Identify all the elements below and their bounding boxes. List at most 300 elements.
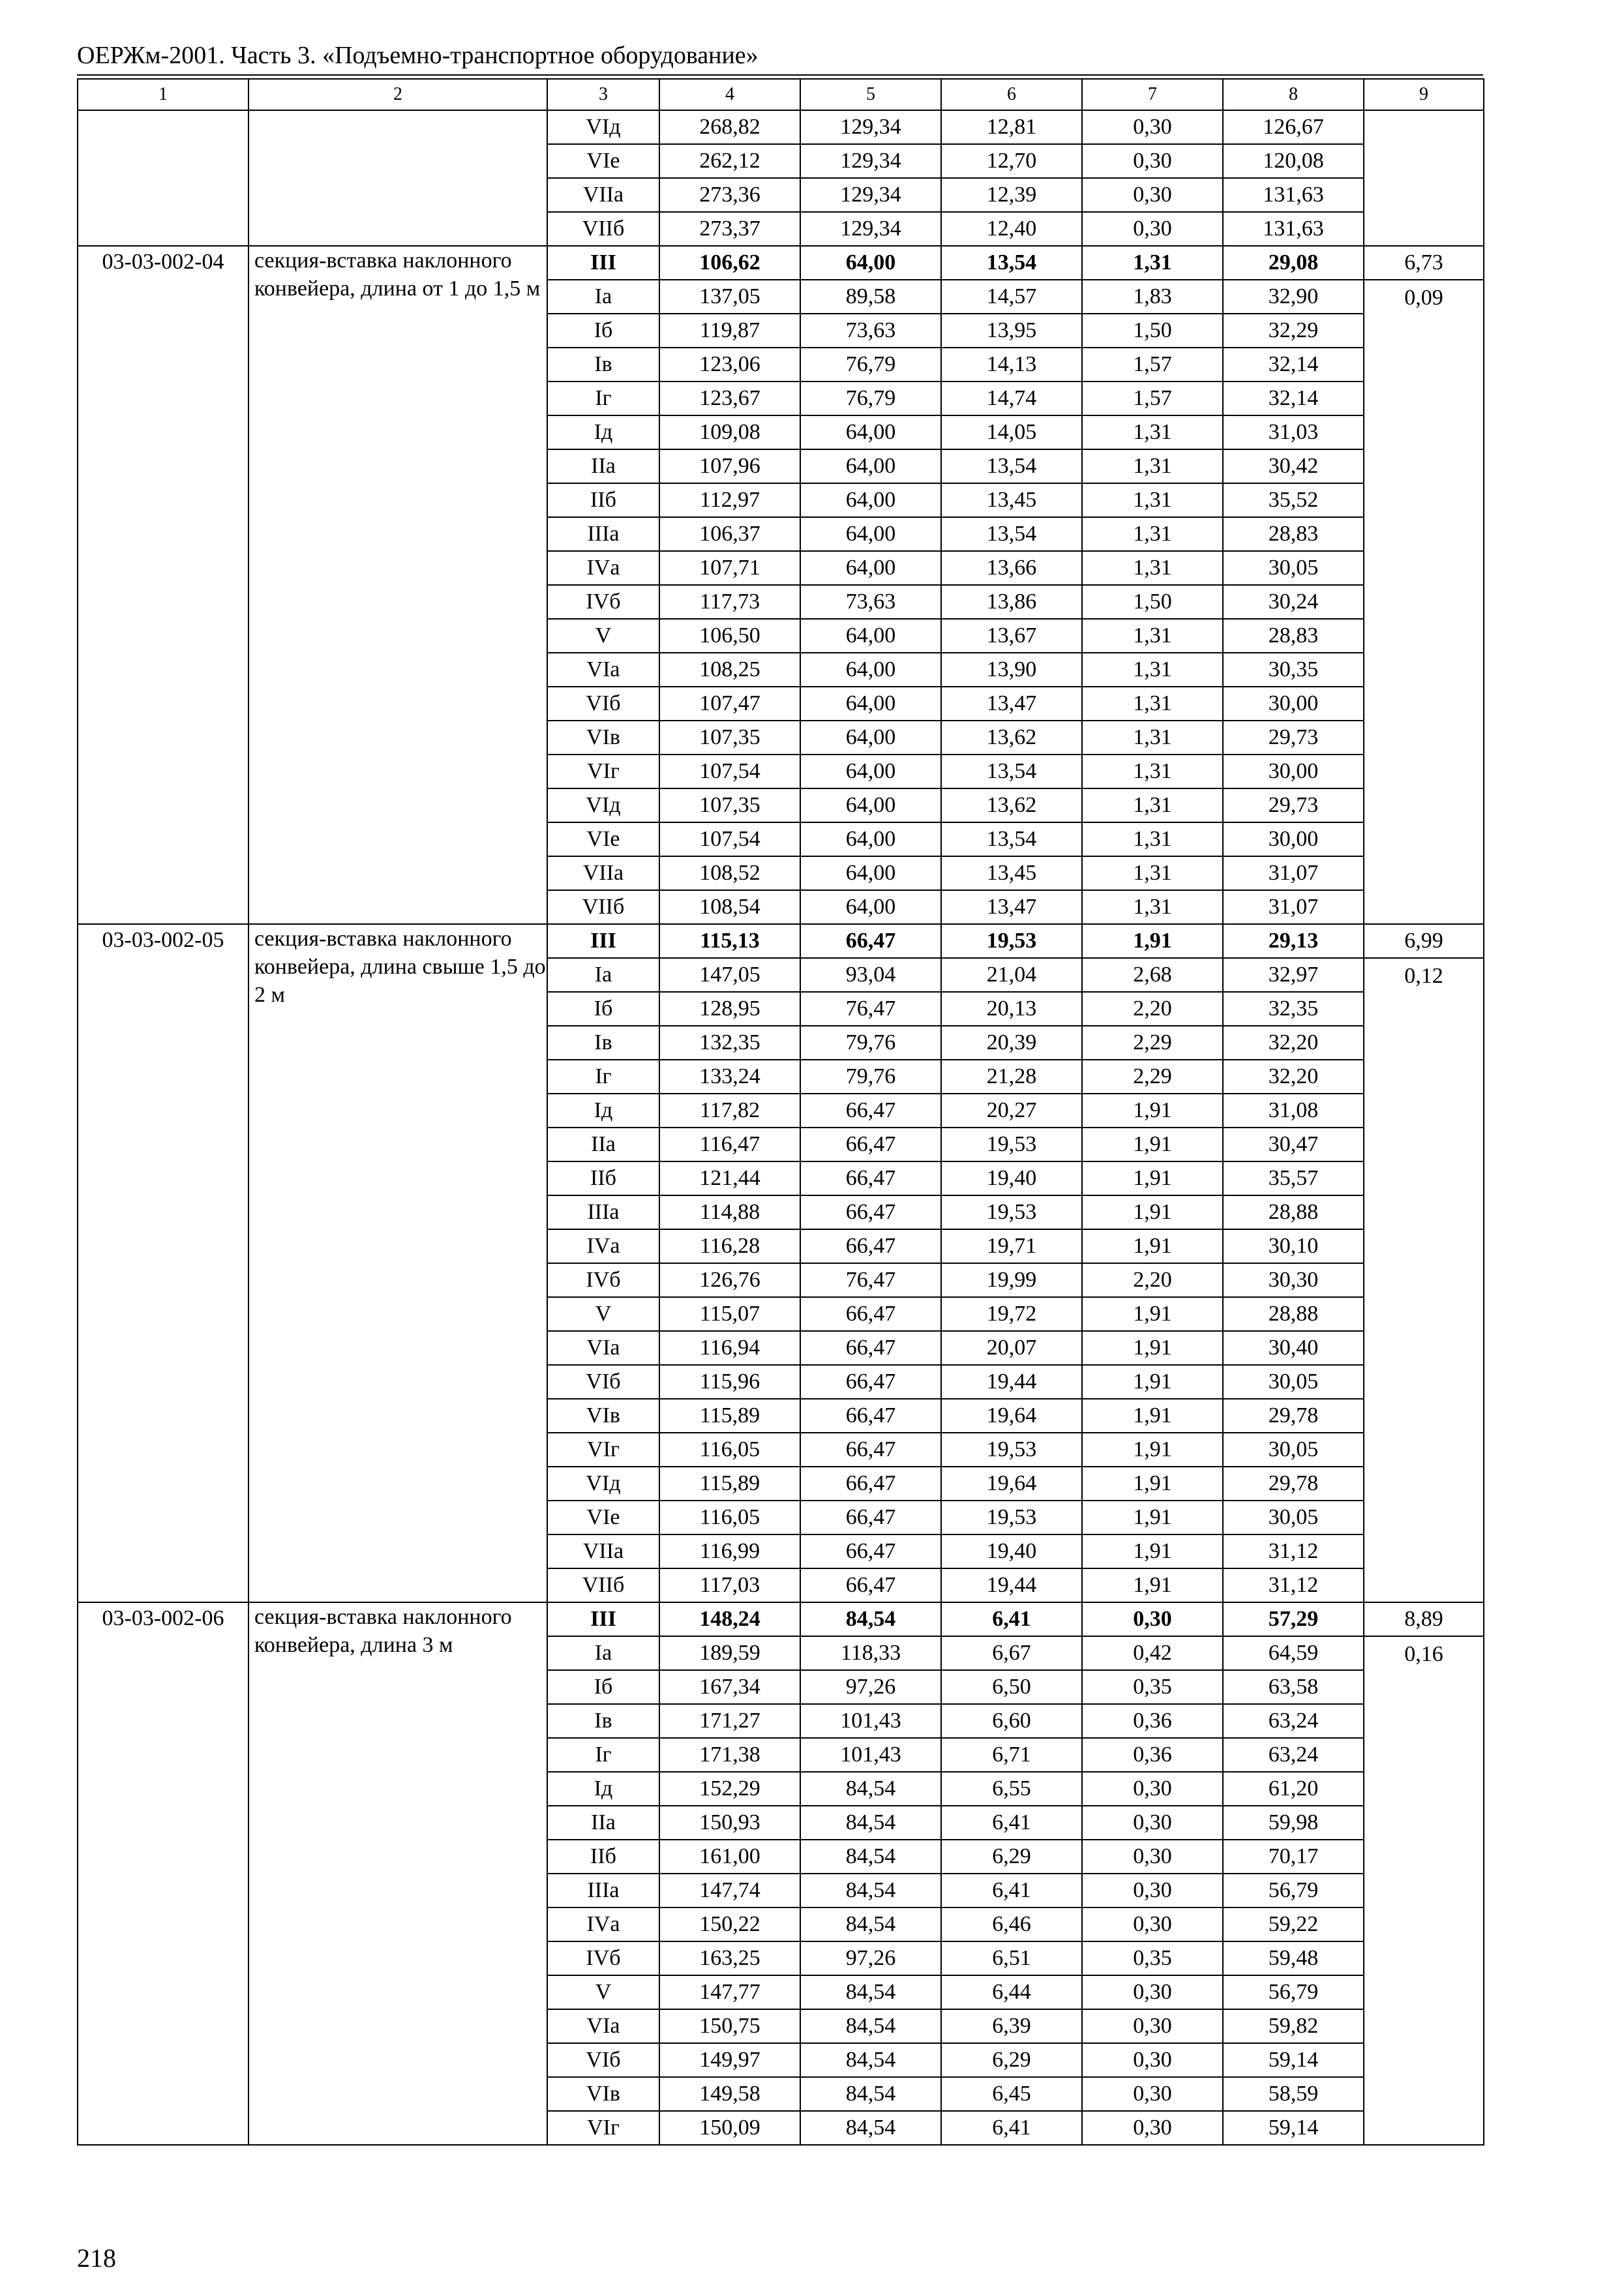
value-cell: 6,45 xyxy=(941,2077,1082,2111)
value-cell: 76,47 xyxy=(800,1263,941,1297)
value-cell: 84,54 xyxy=(800,2043,941,2077)
value-cell: 115,13 xyxy=(659,924,800,958)
value-cell: 13,54 xyxy=(941,822,1082,856)
value-cell: 147,74 xyxy=(659,1874,800,1908)
value-cell: 66,47 xyxy=(800,1229,941,1263)
value-cell: 1,31 xyxy=(1082,619,1223,653)
value-cell: 59,22 xyxy=(1223,1908,1364,1941)
value-cell: 70,17 xyxy=(1223,1840,1364,1874)
value-cell: 0,30 xyxy=(1082,1806,1223,1840)
value-cell: 84,54 xyxy=(800,1840,941,1874)
value-cell: 2,29 xyxy=(1082,1060,1223,1094)
zone-cell: VIIа xyxy=(547,1534,659,1568)
code-cell xyxy=(78,110,248,246)
value-cell: 2,29 xyxy=(1082,1026,1223,1060)
value-cell: 84,54 xyxy=(800,1908,941,1941)
zone-cell: Iг xyxy=(547,382,659,415)
zone-cell: Iв xyxy=(547,1026,659,1060)
value-cell: 1,57 xyxy=(1082,382,1223,415)
zone-cell: Iд xyxy=(547,1094,659,1128)
value-cell: 14,74 xyxy=(941,382,1082,415)
column-number-cell: 5 xyxy=(800,79,941,110)
value-cell: 132,35 xyxy=(659,1026,800,1060)
value-cell: 30,24 xyxy=(1223,585,1364,619)
value-cell: 1,91 xyxy=(1082,1365,1223,1399)
value-cell: 1,91 xyxy=(1082,1399,1223,1433)
table-row xyxy=(78,924,1484,958)
value-cell: 0,30 xyxy=(1082,2043,1223,2077)
zone-cell: VIе xyxy=(547,822,659,856)
zone-cell: VIв xyxy=(547,2077,659,2111)
value-cell: 2,20 xyxy=(1082,1263,1223,1297)
zone-cell: VIIа xyxy=(547,856,659,890)
value-cell: 1,31 xyxy=(1082,415,1223,449)
item-name: секция-вставка наклонного конвейера, длина от 1 до 1,5 м xyxy=(248,246,547,924)
value-cell: 19,53 xyxy=(941,1501,1082,1534)
value-cell: 1,31 xyxy=(1082,721,1223,755)
value-cell: 1,91 xyxy=(1082,1161,1223,1195)
zone-cell: VIIб xyxy=(547,212,659,246)
value-cell: 1,31 xyxy=(1082,788,1223,822)
value-cell: 128,95 xyxy=(659,992,800,1026)
value-cell: 6,50 xyxy=(941,1670,1082,1704)
value-cell: 1,83 xyxy=(1082,280,1223,314)
value-cell: 14,13 xyxy=(941,348,1082,382)
value-cell: 13,47 xyxy=(941,890,1082,924)
zone-cell: Iд xyxy=(547,415,659,449)
value-cell: 97,26 xyxy=(800,1941,941,1975)
value-cell: 6,71 xyxy=(941,1738,1082,1772)
value-cell: 66,47 xyxy=(800,1128,941,1161)
value-cell: 84,54 xyxy=(800,2111,941,2145)
value-cell: 28,88 xyxy=(1223,1195,1364,1229)
value-cell: 115,89 xyxy=(659,1399,800,1433)
value-cell: 107,71 xyxy=(659,551,800,585)
value-cell: 84,54 xyxy=(800,1806,941,1840)
value-cell: 84,54 xyxy=(800,2077,941,2111)
value-cell: 30,00 xyxy=(1223,822,1364,856)
value-cell: 32,20 xyxy=(1223,1026,1364,1060)
value-cell: 115,89 xyxy=(659,1467,800,1501)
value-cell: 13,54 xyxy=(941,517,1082,551)
value-cell: 56,79 xyxy=(1223,1874,1364,1908)
value-cell: 97,26 xyxy=(800,1670,941,1704)
value-cell: 12,40 xyxy=(941,212,1082,246)
value-cell: 64,00 xyxy=(800,517,941,551)
value-cell: 79,76 xyxy=(800,1026,941,1060)
value-cell: 31,12 xyxy=(1223,1568,1364,1602)
value-cell: 64,00 xyxy=(800,890,941,924)
column-number-cell: 4 xyxy=(659,79,800,110)
zone-cell: VIIб xyxy=(547,890,659,924)
value-cell: 30,42 xyxy=(1223,449,1364,483)
value-cell: 30,10 xyxy=(1223,1229,1364,1263)
value-cell: 1,91 xyxy=(1082,1094,1223,1128)
value-cell: 30,00 xyxy=(1223,687,1364,721)
value-cell: 6,46 xyxy=(941,1908,1082,1941)
value-cell: 6,41 xyxy=(941,1806,1082,1840)
value-cell: 66,47 xyxy=(800,1297,941,1331)
zone-cell: IIIа xyxy=(547,517,659,551)
value-cell: 6,29 xyxy=(941,2043,1082,2077)
value-cell: 30,05 xyxy=(1223,1365,1364,1399)
value-cell: 30,30 xyxy=(1223,1263,1364,1297)
col9-value-secondary: 0,09 xyxy=(1364,280,1484,924)
value-cell: 0,30 xyxy=(1082,1908,1223,1941)
value-cell: 59,98 xyxy=(1223,1806,1364,1840)
value-cell: 6,60 xyxy=(941,1704,1082,1738)
value-cell: 0,30 xyxy=(1082,1975,1223,2009)
value-cell: 129,34 xyxy=(800,212,941,246)
value-cell: 66,47 xyxy=(800,1365,941,1399)
value-cell: 73,63 xyxy=(800,314,941,348)
value-cell: 66,47 xyxy=(800,924,941,958)
value-cell: 12,70 xyxy=(941,144,1082,178)
value-cell: 123,06 xyxy=(659,348,800,382)
value-cell: 19,53 xyxy=(941,1195,1082,1229)
value-cell: 29,78 xyxy=(1223,1467,1364,1501)
col9-cell xyxy=(1364,110,1484,246)
value-cell: 1,91 xyxy=(1082,1297,1223,1331)
value-cell: 0,36 xyxy=(1082,1704,1223,1738)
value-cell: 131,63 xyxy=(1223,212,1364,246)
value-cell: 107,54 xyxy=(659,822,800,856)
value-cell: 30,05 xyxy=(1223,1501,1364,1534)
value-cell: 106,62 xyxy=(659,246,800,280)
zone-cell: IVб xyxy=(547,585,659,619)
zone-cell: IVа xyxy=(547,551,659,585)
value-cell: 19,40 xyxy=(941,1534,1082,1568)
value-cell: 115,07 xyxy=(659,1297,800,1331)
value-cell: 79,76 xyxy=(800,1060,941,1094)
value-cell: 28,83 xyxy=(1223,619,1364,653)
value-cell: 1,91 xyxy=(1082,1195,1223,1229)
value-cell: 171,38 xyxy=(659,1738,800,1772)
value-cell: 63,24 xyxy=(1223,1704,1364,1738)
value-cell: 262,12 xyxy=(659,144,800,178)
value-cell: 189,59 xyxy=(659,1636,800,1670)
value-cell: 13,54 xyxy=(941,755,1082,788)
value-cell: 1,91 xyxy=(1082,1128,1223,1161)
zone-cell: V xyxy=(547,1975,659,2009)
value-cell: 64,00 xyxy=(800,483,941,517)
value-cell: 120,08 xyxy=(1223,144,1364,178)
value-cell: 1,91 xyxy=(1082,1331,1223,1365)
value-cell: 107,54 xyxy=(659,755,800,788)
value-cell: 31,07 xyxy=(1223,856,1364,890)
value-cell: 147,77 xyxy=(659,1975,800,2009)
value-cell: 126,67 xyxy=(1223,110,1364,144)
column-number-row xyxy=(78,79,1484,110)
value-cell: 0,35 xyxy=(1082,1670,1223,1704)
value-cell: 268,82 xyxy=(659,110,800,144)
zone-cell: Iб xyxy=(547,992,659,1026)
zone-cell: Iд xyxy=(547,1772,659,1806)
value-cell: 63,58 xyxy=(1223,1670,1364,1704)
value-cell: 12,39 xyxy=(941,178,1082,212)
value-cell: 109,08 xyxy=(659,415,800,449)
zone-cell: IIб xyxy=(547,483,659,517)
rates-table xyxy=(77,78,1484,2146)
zone-cell: VIе xyxy=(547,1501,659,1534)
value-cell: 64,00 xyxy=(800,788,941,822)
value-cell: 19,71 xyxy=(941,1229,1082,1263)
value-cell: 59,14 xyxy=(1223,2043,1364,2077)
value-cell: 13,66 xyxy=(941,551,1082,585)
value-cell: 2,68 xyxy=(1082,958,1223,992)
value-cell: 0,30 xyxy=(1082,1874,1223,1908)
value-cell: 6,41 xyxy=(941,1874,1082,1908)
value-cell: 76,47 xyxy=(800,992,941,1026)
zone-cell: IVа xyxy=(547,1229,659,1263)
zone-cell: Iг xyxy=(547,1738,659,1772)
value-cell: 84,54 xyxy=(800,1874,941,1908)
value-cell: 1,31 xyxy=(1082,890,1223,924)
value-cell: 148,24 xyxy=(659,1602,800,1636)
value-cell: 1,31 xyxy=(1082,246,1223,280)
value-cell: 117,82 xyxy=(659,1094,800,1128)
value-cell: 1,31 xyxy=(1082,822,1223,856)
column-number-cell: 1 xyxy=(78,79,248,110)
zone-cell: IIIа xyxy=(547,1195,659,1229)
value-cell: 273,36 xyxy=(659,178,800,212)
value-cell: 6,67 xyxy=(941,1636,1082,1670)
value-cell: 129,34 xyxy=(800,178,941,212)
value-cell: 19,44 xyxy=(941,1568,1082,1602)
zone-cell: Iб xyxy=(547,1670,659,1704)
value-cell: 58,59 xyxy=(1223,2077,1364,2111)
zone-cell: V xyxy=(547,619,659,653)
value-cell: 13,45 xyxy=(941,856,1082,890)
value-cell: 64,00 xyxy=(800,822,941,856)
value-cell: 13,54 xyxy=(941,449,1082,483)
value-cell: 107,96 xyxy=(659,449,800,483)
value-cell: 30,00 xyxy=(1223,755,1364,788)
zone-cell: VIг xyxy=(547,755,659,788)
value-cell: 1,31 xyxy=(1082,517,1223,551)
zone-cell: VIб xyxy=(547,687,659,721)
table-row xyxy=(78,110,1484,144)
column-number-cell: 2 xyxy=(248,79,547,110)
value-cell: 6,41 xyxy=(941,1602,1082,1636)
value-cell: 31,03 xyxy=(1223,415,1364,449)
value-cell: 107,35 xyxy=(659,788,800,822)
value-cell: 273,37 xyxy=(659,212,800,246)
item-code: 03-03-002-04 xyxy=(78,246,248,924)
value-cell: 29,13 xyxy=(1223,924,1364,958)
value-cell: 119,87 xyxy=(659,314,800,348)
value-cell: 1,91 xyxy=(1082,1501,1223,1534)
value-cell: 32,14 xyxy=(1223,348,1364,382)
value-cell: 106,37 xyxy=(659,517,800,551)
value-cell: 107,47 xyxy=(659,687,800,721)
value-cell: 21,04 xyxy=(941,958,1082,992)
table-row xyxy=(78,1602,1484,1636)
value-cell: 1,31 xyxy=(1082,551,1223,585)
value-cell: 13,62 xyxy=(941,721,1082,755)
value-cell: 161,00 xyxy=(659,1840,800,1874)
zone-cell: VIв xyxy=(547,721,659,755)
value-cell: 64,00 xyxy=(800,415,941,449)
value-cell: 32,35 xyxy=(1223,992,1364,1026)
value-cell: 35,57 xyxy=(1223,1161,1364,1195)
zone-cell: Iа xyxy=(547,958,659,992)
zone-cell: Iа xyxy=(547,1636,659,1670)
value-cell: 6,44 xyxy=(941,1975,1082,2009)
value-cell: 32,97 xyxy=(1223,958,1364,992)
value-cell: 150,75 xyxy=(659,2009,800,2043)
value-cell: 59,48 xyxy=(1223,1941,1364,1975)
value-cell: 13,95 xyxy=(941,314,1082,348)
value-cell: 29,73 xyxy=(1223,721,1364,755)
value-cell: 6,51 xyxy=(941,1941,1082,1975)
zone-cell: VIг xyxy=(547,2111,659,2145)
value-cell: 129,34 xyxy=(800,110,941,144)
value-cell: 1,31 xyxy=(1082,687,1223,721)
column-number-cell: 3 xyxy=(547,79,659,110)
value-cell: 167,34 xyxy=(659,1670,800,1704)
value-cell: 30,35 xyxy=(1223,653,1364,687)
value-cell: 19,64 xyxy=(941,1467,1082,1501)
column-number-cell: 6 xyxy=(941,79,1082,110)
value-cell: 19,44 xyxy=(941,1365,1082,1399)
zone-cell: VIб xyxy=(547,2043,659,2077)
value-cell: 118,33 xyxy=(800,1636,941,1670)
value-cell: 131,63 xyxy=(1223,178,1364,212)
value-cell: 64,00 xyxy=(800,246,941,280)
value-cell: 84,54 xyxy=(800,1602,941,1636)
zone-cell: VIб xyxy=(547,1365,659,1399)
value-cell: 73,63 xyxy=(800,585,941,619)
zone-cell: Iб xyxy=(547,314,659,348)
value-cell: 149,58 xyxy=(659,2077,800,2111)
value-cell: 31,07 xyxy=(1223,890,1364,924)
value-cell: 129,34 xyxy=(800,144,941,178)
item-name: секция-вставка наклонного конвейера, длина свыше 1,5 до 2 м xyxy=(248,924,547,1602)
value-cell: 14,57 xyxy=(941,280,1082,314)
zone-cell: III xyxy=(547,246,659,280)
zone-cell: VIв xyxy=(547,1399,659,1433)
value-cell: 171,27 xyxy=(659,1704,800,1738)
value-cell: 0,30 xyxy=(1082,1840,1223,1874)
value-cell: 30,47 xyxy=(1223,1128,1364,1161)
zone-cell: VIе xyxy=(547,144,659,178)
value-cell: 0,30 xyxy=(1082,212,1223,246)
zone-cell: IVб xyxy=(547,1263,659,1297)
value-cell: 150,93 xyxy=(659,1806,800,1840)
value-cell: 121,44 xyxy=(659,1161,800,1195)
zone-cell: III xyxy=(547,1602,659,1636)
value-cell: 1,31 xyxy=(1082,483,1223,517)
value-cell: 32,90 xyxy=(1223,280,1364,314)
value-cell: 117,73 xyxy=(659,585,800,619)
value-cell: 1,91 xyxy=(1082,1467,1223,1501)
zone-cell: VIд xyxy=(547,1467,659,1501)
value-cell: 116,05 xyxy=(659,1433,800,1467)
value-cell: 1,31 xyxy=(1082,653,1223,687)
value-cell: 108,25 xyxy=(659,653,800,687)
value-cell: 116,05 xyxy=(659,1501,800,1534)
value-cell: 30,40 xyxy=(1223,1331,1364,1365)
value-cell: 6,41 xyxy=(941,2111,1082,2145)
col9-value-main: 8,89 xyxy=(1364,1602,1484,1636)
value-cell: 63,24 xyxy=(1223,1738,1364,1772)
value-cell: 64,00 xyxy=(800,755,941,788)
value-cell: 115,96 xyxy=(659,1365,800,1399)
zone-cell: IIа xyxy=(547,449,659,483)
value-cell: 93,04 xyxy=(800,958,941,992)
value-cell: 101,43 xyxy=(800,1704,941,1738)
value-cell: 66,47 xyxy=(800,1399,941,1433)
value-cell: 150,09 xyxy=(659,2111,800,2145)
value-cell: 1,31 xyxy=(1082,856,1223,890)
col9-value-secondary: 0,12 xyxy=(1364,958,1484,1602)
value-cell: 28,83 xyxy=(1223,517,1364,551)
page-header: ОЕРЖм-2001. Часть 3. «Подъемно-транспортное оборудование» xyxy=(77,42,759,69)
value-cell: 0,35 xyxy=(1082,1941,1223,1975)
value-cell: 137,05 xyxy=(659,280,800,314)
value-cell: 6,39 xyxy=(941,2009,1082,2043)
value-cell: 35,52 xyxy=(1223,483,1364,517)
value-cell: 66,47 xyxy=(800,1195,941,1229)
header-rule xyxy=(77,74,1483,76)
value-cell: 13,86 xyxy=(941,585,1082,619)
value-cell: 2,20 xyxy=(1082,992,1223,1026)
value-cell: 64,00 xyxy=(800,856,941,890)
item-name: секция-вставка наклонного конвейера, длина 3 м xyxy=(248,1602,547,2145)
value-cell: 29,73 xyxy=(1223,788,1364,822)
zone-cell: VIа xyxy=(547,2009,659,2043)
value-cell: 1,31 xyxy=(1082,449,1223,483)
value-cell: 19,53 xyxy=(941,1433,1082,1467)
value-cell: 59,82 xyxy=(1223,2009,1364,2043)
value-cell: 0,30 xyxy=(1082,2111,1223,2145)
value-cell: 0,30 xyxy=(1082,2077,1223,2111)
value-cell: 84,54 xyxy=(800,1772,941,1806)
value-cell: 12,81 xyxy=(941,110,1082,144)
value-cell: 0,30 xyxy=(1082,110,1223,144)
value-cell: 0,30 xyxy=(1082,178,1223,212)
value-cell: 101,43 xyxy=(800,1738,941,1772)
name-cell xyxy=(248,110,547,246)
zone-cell: VIа xyxy=(547,653,659,687)
value-cell: 1,31 xyxy=(1082,755,1223,788)
table-body xyxy=(78,79,1484,2145)
col9-value-main: 6,73 xyxy=(1364,246,1484,280)
value-cell: 117,03 xyxy=(659,1568,800,1602)
column-number-cell: 9 xyxy=(1364,79,1484,110)
value-cell: 133,24 xyxy=(659,1060,800,1094)
value-cell: 14,05 xyxy=(941,415,1082,449)
value-cell: 108,52 xyxy=(659,856,800,890)
zone-cell: V xyxy=(547,1297,659,1331)
zone-cell: Iа xyxy=(547,280,659,314)
value-cell: 116,28 xyxy=(659,1229,800,1263)
value-cell: 59,14 xyxy=(1223,2111,1364,2145)
value-cell: 66,47 xyxy=(800,1568,941,1602)
value-cell: 0,30 xyxy=(1082,1772,1223,1806)
item-code: 03-03-002-05 xyxy=(78,924,248,1602)
value-cell: 56,79 xyxy=(1223,1975,1364,2009)
value-cell: 0,30 xyxy=(1082,1602,1223,1636)
item-code: 03-03-002-06 xyxy=(78,1602,248,2145)
zone-cell: Iв xyxy=(547,348,659,382)
value-cell: 32,20 xyxy=(1223,1060,1364,1094)
value-cell: 19,40 xyxy=(941,1161,1082,1195)
value-cell: 1,57 xyxy=(1082,348,1223,382)
value-cell: 0,30 xyxy=(1082,2009,1223,2043)
zone-cell: VIIб xyxy=(547,1568,659,1602)
